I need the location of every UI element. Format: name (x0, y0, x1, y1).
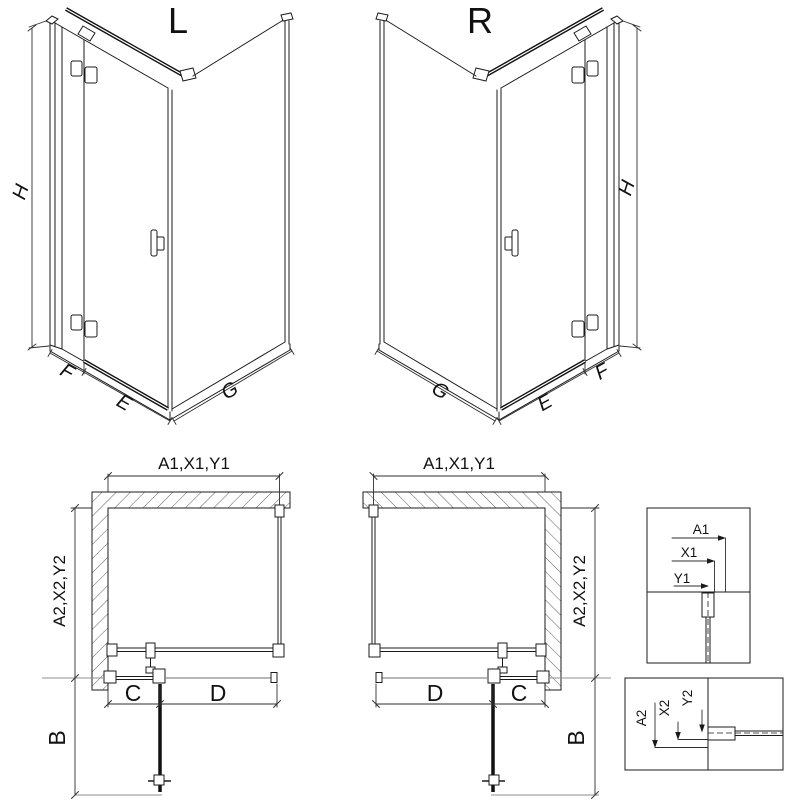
iso-right-height-dim-label: H (614, 177, 640, 199)
detail-y2-label: Y2 (680, 689, 695, 707)
iso-left-side-dim-label: G (217, 377, 243, 405)
plan-view-left (42, 454, 290, 799)
detail-box-top-profile (647, 508, 750, 663)
iso-right-fixed-dim-label: F (591, 359, 613, 385)
plan-right-geometry (363, 473, 561, 793)
plan-right-depth-dim-label: B (563, 730, 589, 746)
plan-left-geometry (92, 473, 290, 793)
iso-right-side-dim-label: G (427, 377, 453, 405)
iso-right-label: R (467, 0, 493, 41)
detail-x1-label: X1 (680, 545, 698, 560)
iso-view-right (375, 0, 641, 425)
detail-x2-label: X2 (657, 699, 672, 717)
iso-left-label: L (167, 0, 189, 41)
detail-a1-label: A1 (692, 522, 710, 537)
plan-right-c-dim-label: C (510, 680, 528, 706)
iso-left-door-dim-label: E (112, 390, 136, 416)
plan-left-c-dim-label: C (124, 680, 142, 706)
plan-right-side-dim-label: A2,X2,Y2 (570, 555, 589, 627)
detail-y1-label: Y1 (673, 571, 691, 586)
iso-left-fixed-dim-label: F (56, 359, 78, 385)
detail-a2-label: A2 (634, 709, 649, 727)
plan-left-d-dim-label: D (209, 680, 227, 706)
iso-view-left (8, 0, 294, 425)
iso-left-height-dim-label: H (8, 181, 34, 203)
plan-right-top-dim-label: A1,X1,Y1 (423, 454, 495, 473)
detail-box-side-profile (625, 678, 783, 770)
plan-view-right (363, 454, 611, 799)
plan-left-top-dim-label: A1,X1,Y1 (158, 454, 230, 473)
plan-left-side-dim-label: A2,X2,Y2 (50, 555, 69, 627)
plan-left-depth-dim-label: B (44, 730, 70, 746)
plan-right-d-dim-label: D (426, 680, 444, 706)
iso-right-door-dim-label: E (533, 390, 557, 416)
